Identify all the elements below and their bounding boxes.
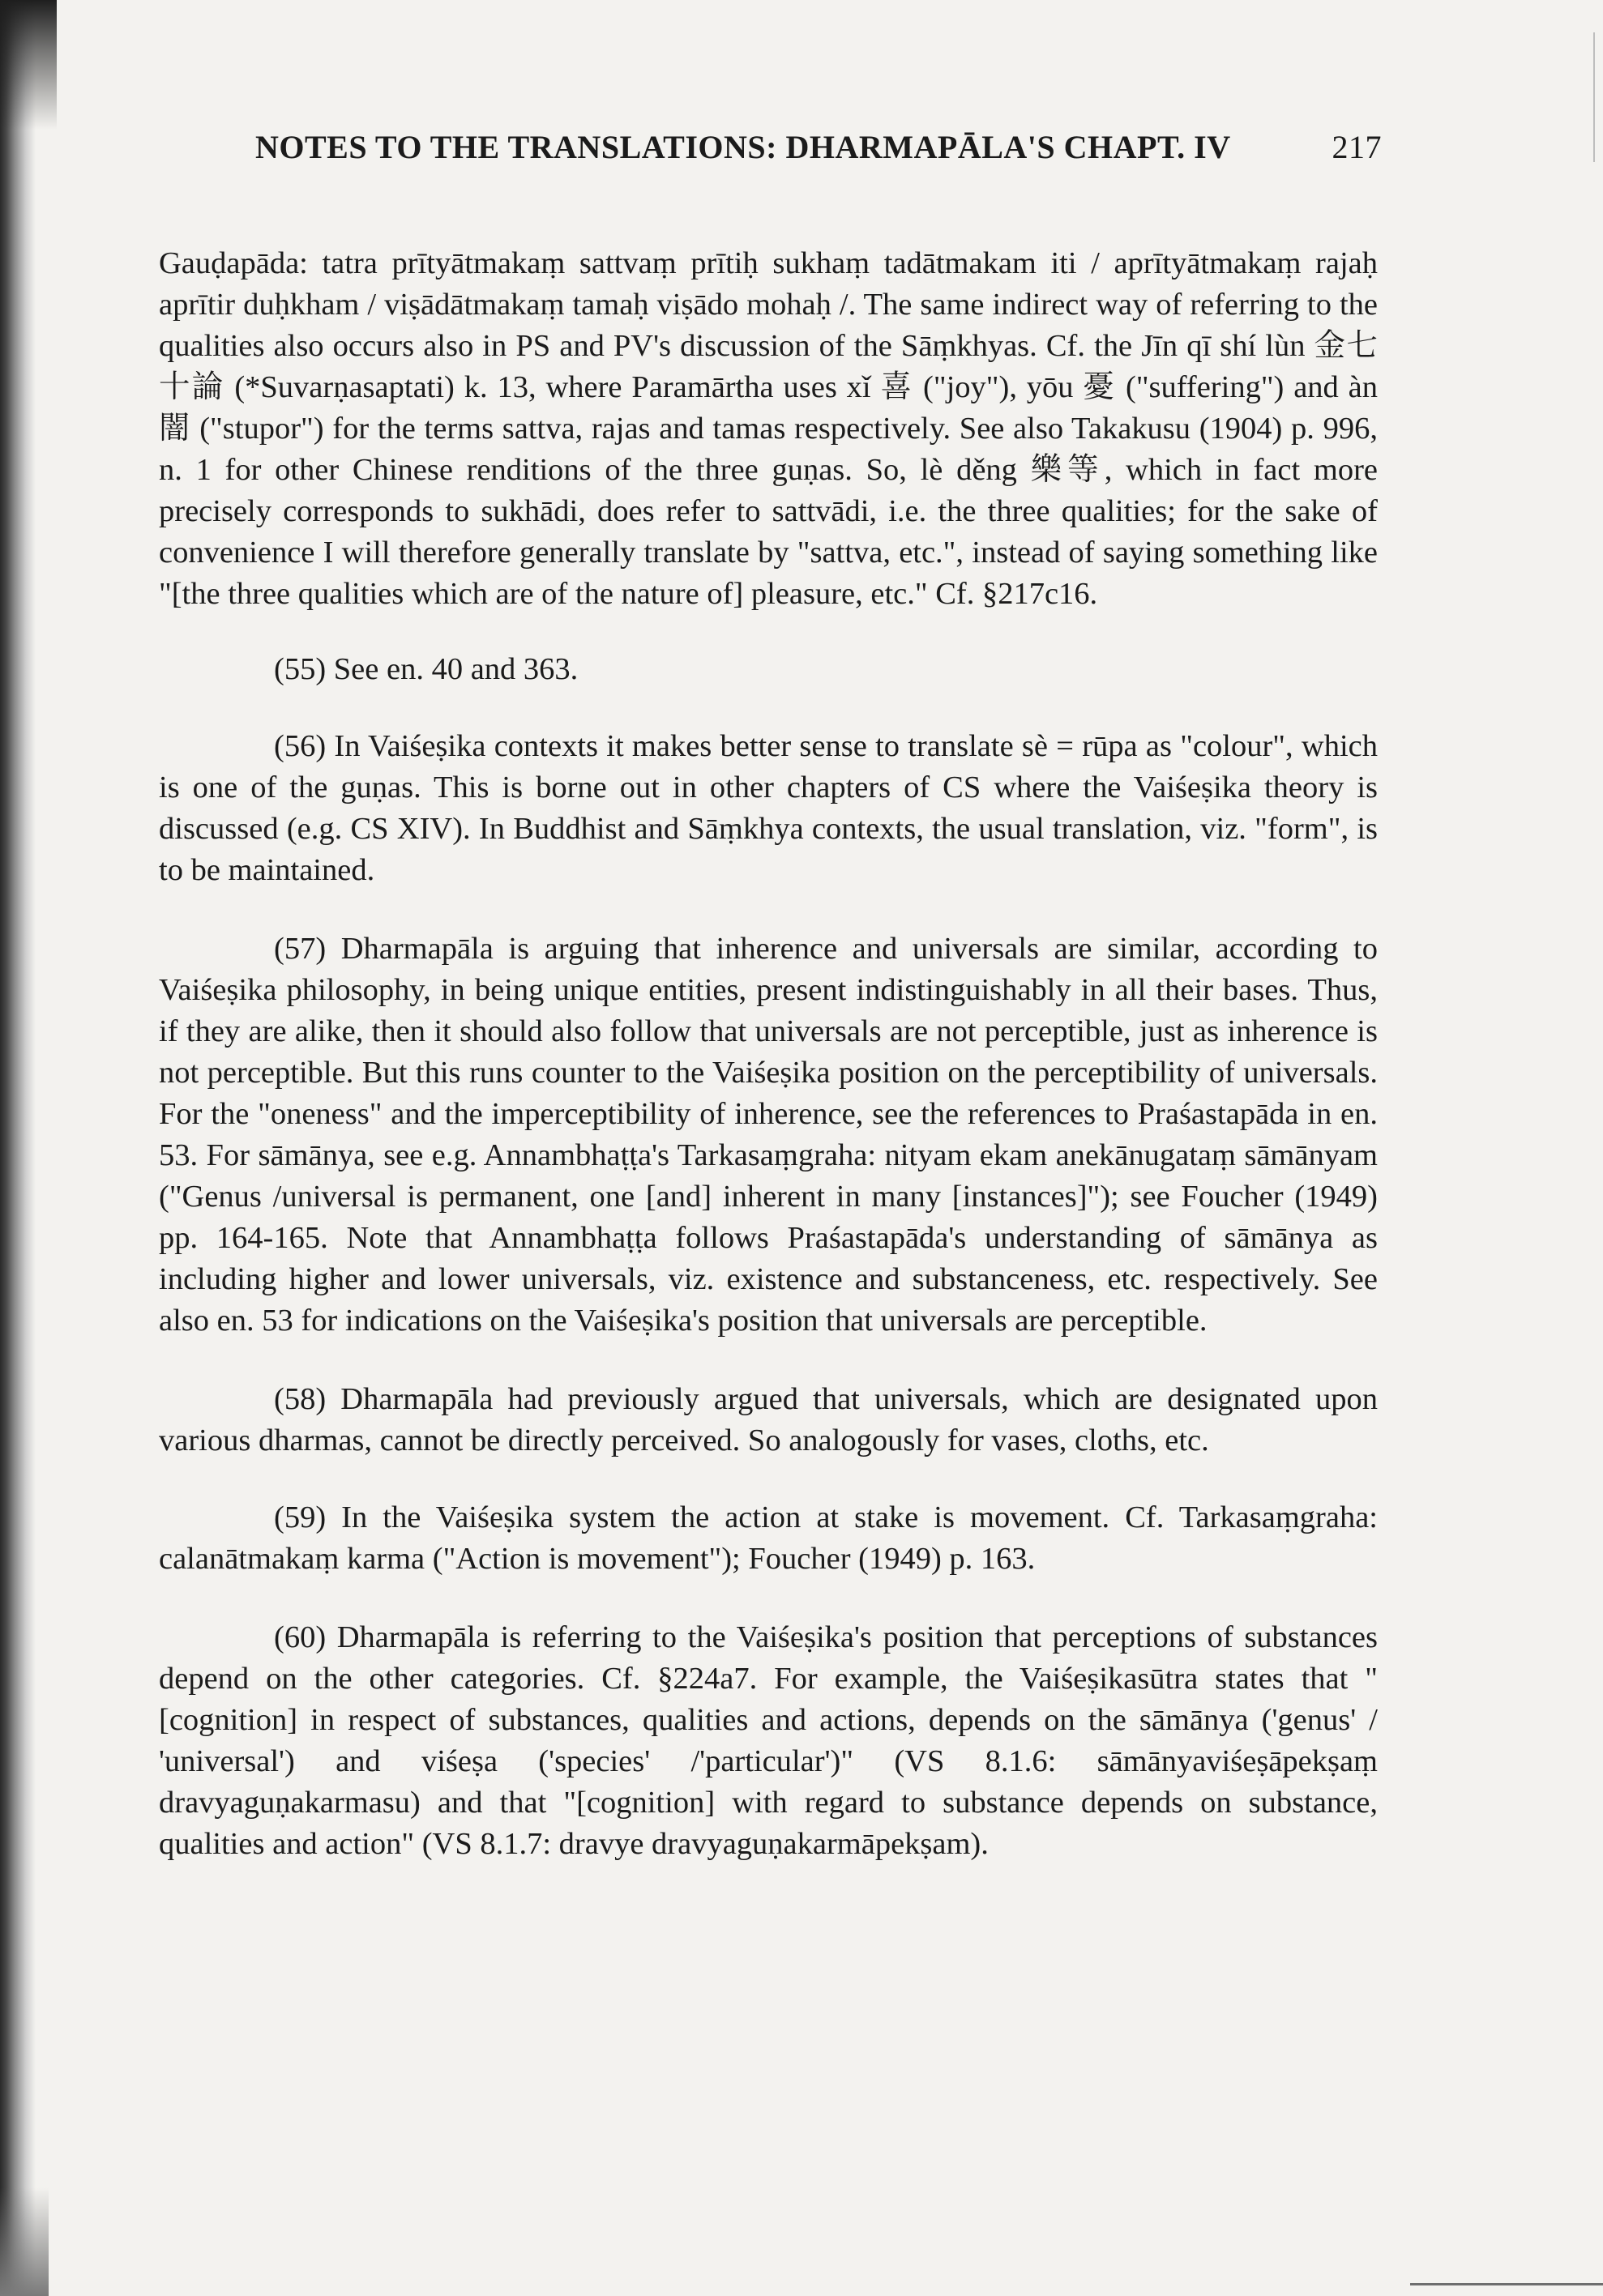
scan-shadow-corner (0, 0, 57, 130)
scan-shadow-bottom (0, 2187, 49, 2296)
running-header (255, 128, 1382, 166)
note-60: (60) Dharmapāla is referring to the Vaiśeṣika's position that perceptions of substances depend on the other categories. Cf. §224a7. For example, the Vaiśeṣikasūtra states that "[cognition] in respect of substances, qualities and actions, depends on the sāmānya ('genus' / 'universal') and viśeṣa ('species' /'particular')" (VS 8.1.6: sāmānyaviśeṣāpekṣaṃ dravyaguṇakarmasu) and that "[cognition] with regard to substance depends on substance, qualities and action" (VS 8.1.7: dravye dravyaguṇakarmāpekṣam). (159, 1620, 1378, 1861)
note-57: (57) Dharmapāla is arguing that inherence and universals are similar, according to Vaiśeṣika philosophy, in being unique entities, present indistinguishably in all their bases. Thus, if they are alike, then it should also follow that universals are not perceptible, just as inherence is not perceptible. But this runs counter to the Vaiśeṣika position on the perceptibility of universals. For the "oneness" and the imperceptibility of inherence, see the references to Praśastapāda in en. 53. For sāmānya, see e.g. Annambhaṭṭa's Tarkasaṃgraha: nityam ekam anekānugataṃ sāmānyam ("Genus /universal is permanent, one [and] inherent in many [instances]"); see Foucher (1949) pp. 164-165. Note that Annambhaṭṭa follows Praśastapāda's understanding of sāmānya as including higher and lower universals, viz. existence and substanceness, etc. respectively. See also en. 53 for indications on the Vaiśeṣika's position that universals are perceptible. (159, 932, 1378, 1338)
notes-body (159, 243, 1378, 1865)
scan-artifact-right (1593, 32, 1595, 162)
note-58: (58) Dharmapāla had previously argued that universals, which are designated upon various dharmas, cannot be directly perceived. So analogously for vases, cloths, etc. (159, 1382, 1378, 1457)
bottom-rule (1410, 2283, 1603, 2285)
note-56: (56) In Vaiśeṣika contexts it makes better sense to translate sè = rūpa as "colour", which is one of the guṇas. This is borne out in other chapters of CS where the Vaiśeṣika theory is discussed (e.g. CS XIV). In Buddhist and Sāṃkhya contexts, the usual translation, viz. "form", is to be maintained. (159, 729, 1378, 887)
note-55: (55) See en. 40 and 363. (274, 652, 579, 686)
running-header-title: NOTES TO THE TRANSLATIONS: DHARMAPĀLA'S CHAPT. IV (255, 129, 1231, 165)
paragraph-gaudapada: Gauḍapāda: tatra prītyātmakaṃ sattvaṃ prītiḥ sukhaṃ tadātmakam iti / aprītyātmakaṃ rajaḥ aprītir duḥkham / viṣādātmakaṃ tamaḥ viṣādo mohaḥ /. The same indirect way of referring to the qualities also occurs also in PS and PV's discussion of the Sāṃkhyas. Cf. the Jīn qī shí lùn 金七十論 (*Suvarṇasaptati) k. 13, where Paramārtha uses xǐ 喜 ("joy"), yōu 憂 ("suffering") and àn 闇 ("stupor") for the terms sattva, rajas and tamas respectively. See also Takakusu (1904) p. 996, n. 1 for other Chinese renditions of the three guṇas. So, lè děng 樂等, which in fact more precisely corresponds to sukhādi, does refer to sattvādi, i.e. the three qualities; for the sake of convenience I will therefore generally translate by "sattva, etc.", instead of saying something like "[the three qualities which are of the nature of] pleasure, etc." Cf. §217c16. (159, 246, 1378, 611)
note-59: (59) In the Vaiśeṣika system the action at stake is movement. Cf. Tarkasaṃgraha: calanātmakaṃ karma ("Action is movement"); Foucher (1949) p. 163. (159, 1500, 1378, 1576)
scan-shadow-left (0, 0, 36, 2296)
page-number: 217 (1332, 129, 1382, 165)
